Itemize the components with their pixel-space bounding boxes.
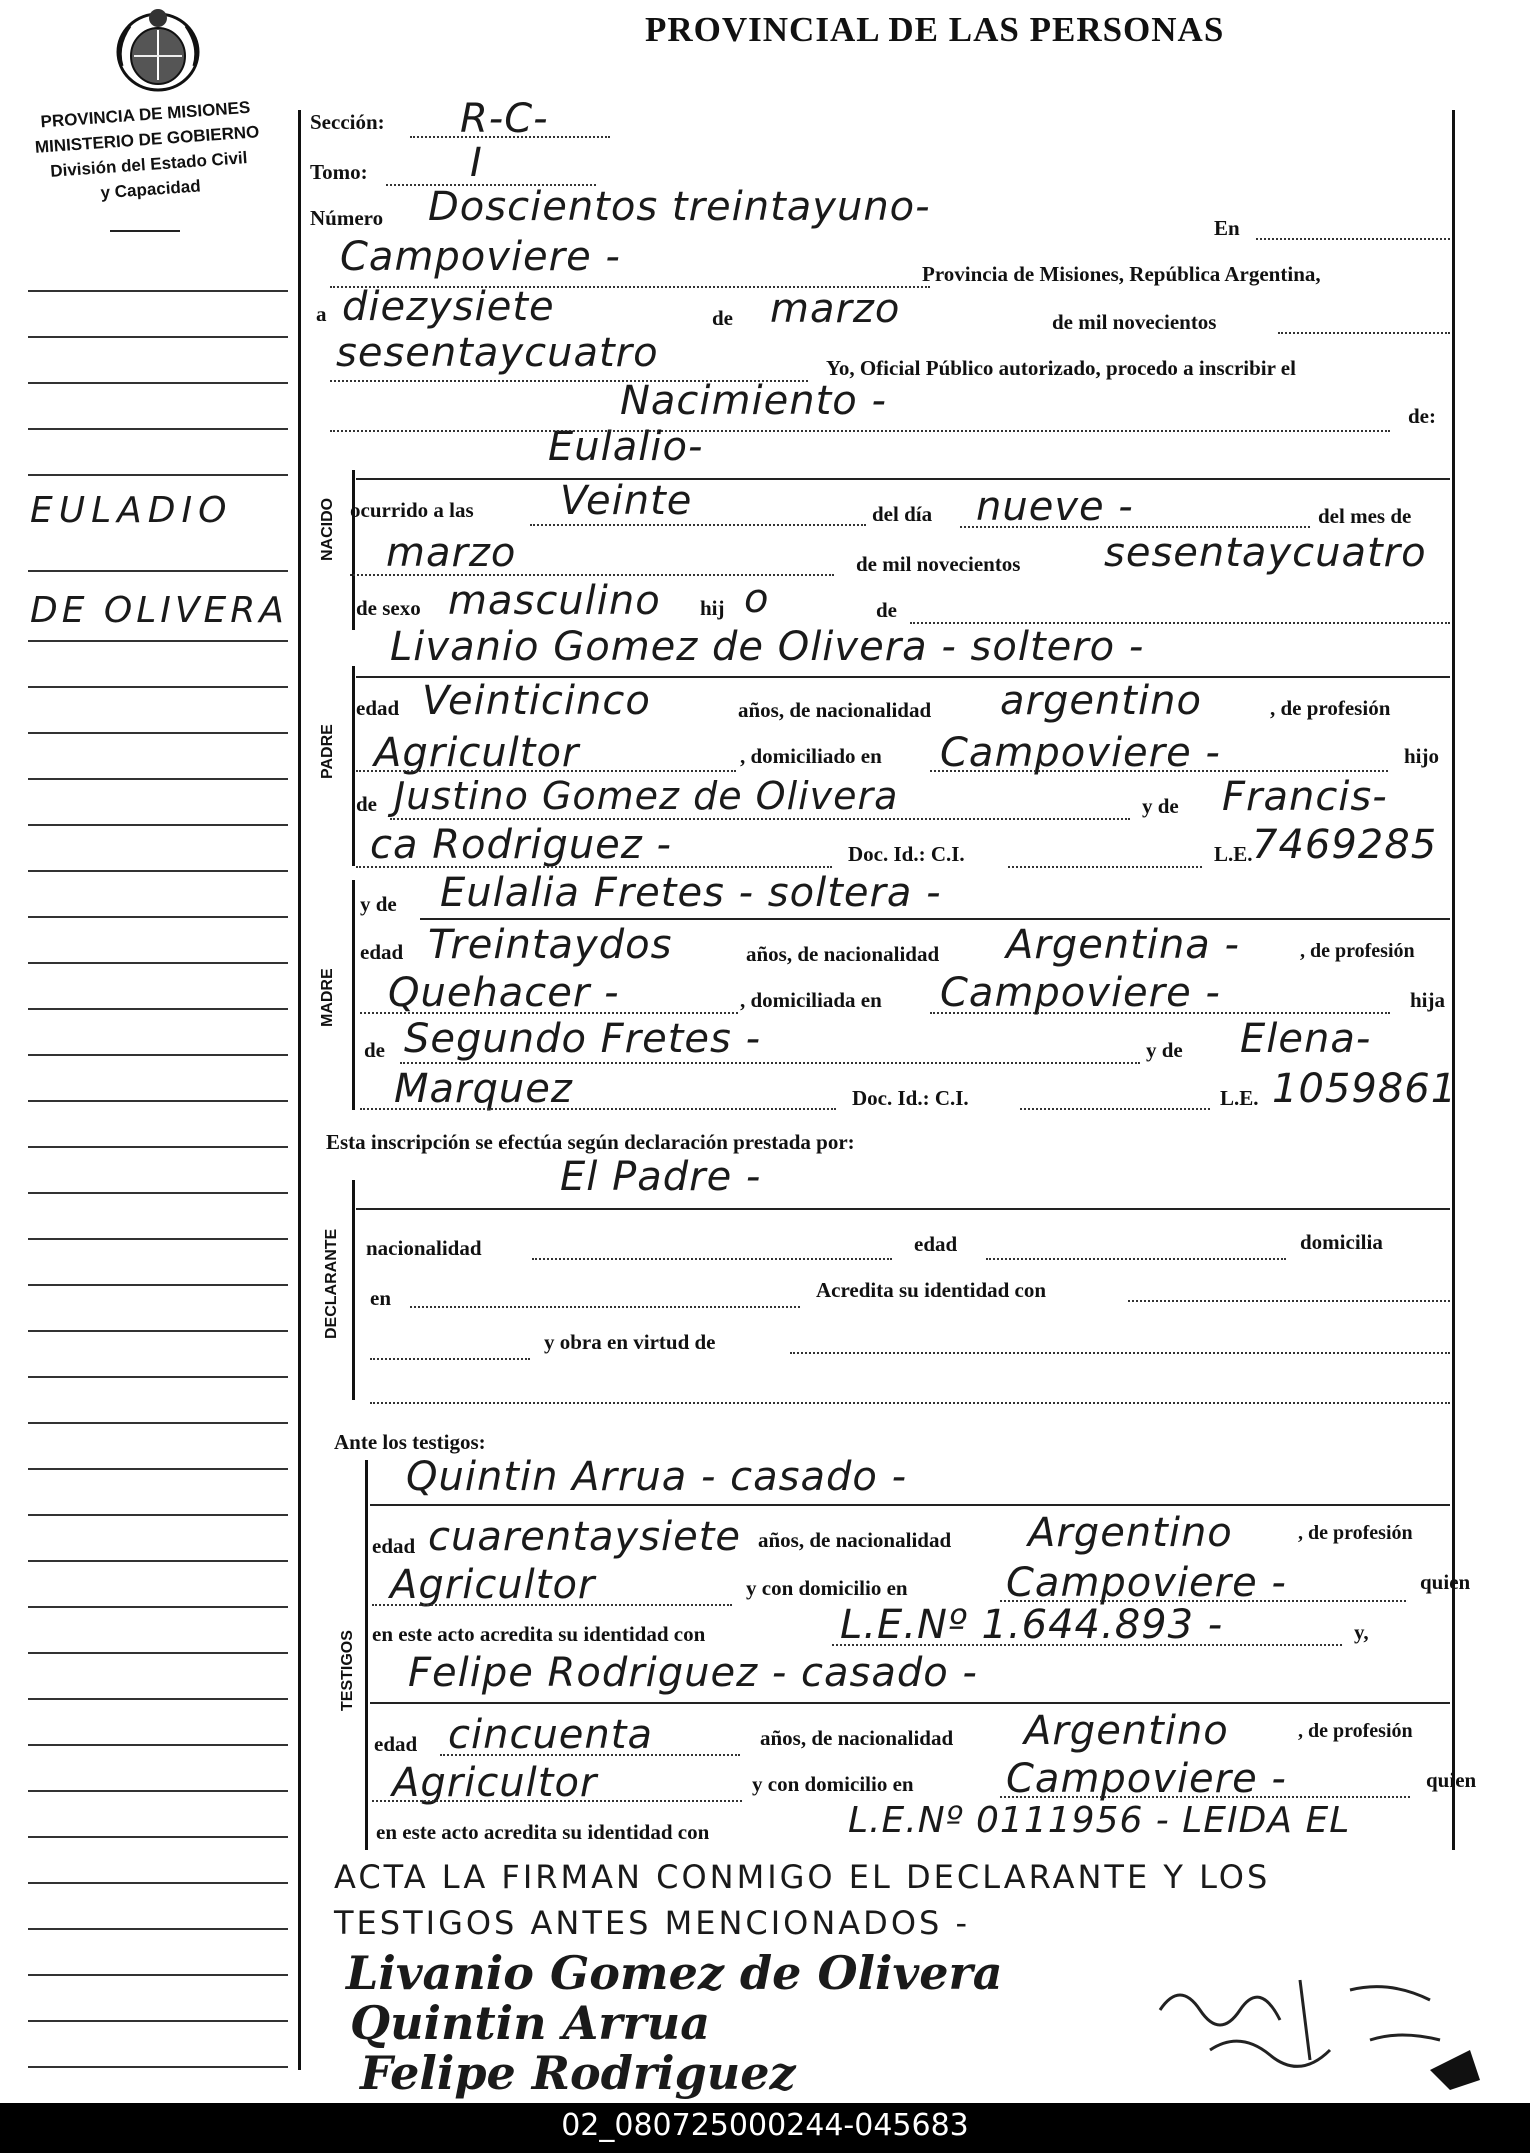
testigo2-edad-line — [440, 1754, 740, 1756]
madre-nombre-line — [420, 918, 1450, 920]
frame-left-line — [298, 110, 301, 2070]
madre-le-label: L.E. — [1220, 1086, 1259, 1110]
testigo1-dom-value: Campoviere - — [1006, 1560, 1287, 1606]
padre-hijo-label: hijo — [1404, 744, 1440, 768]
ministry-header — [15, 93, 281, 211]
en-line — [1256, 238, 1450, 240]
padre-dom-line — [930, 770, 1388, 772]
anio-value: sesentaycuatro — [336, 330, 659, 376]
testigo1-prof-value: Agricultor — [390, 1562, 596, 1608]
ministry-line-2: MINISTERIO DE GOBIERNO — [34, 122, 260, 157]
provincia-text: Provincia de Misiones, República Argentina, — [922, 262, 1321, 286]
padre-y-de-label: y de — [1142, 794, 1179, 818]
madre-hija-label: hija — [1410, 988, 1446, 1012]
en-label: En — [1214, 216, 1240, 240]
testigo1-quien-label: quien — [1420, 1570, 1471, 1594]
madre-padre-line — [400, 1062, 1140, 1064]
de-colon-label: de: — [1408, 404, 1436, 428]
testigo2-prof-line — [372, 1800, 742, 1802]
de-label: de — [712, 306, 733, 330]
hora-line — [530, 524, 866, 526]
testigo2-acredita-label: en este acto acredita su identidad con — [376, 1820, 710, 1844]
sexo-value: masculino — [448, 578, 661, 624]
testigo1-doc-value: L.E.Nº 1.644.893 - — [840, 1602, 1224, 1648]
padre-padre-line — [390, 818, 1130, 820]
ocurrido-label: ocurrido a las — [350, 498, 474, 522]
acto-value: Nacimiento - — [620, 378, 887, 424]
obra-line — [790, 1352, 1450, 1354]
sexo-label: de sexo — [356, 596, 421, 620]
testigo1-prof-line — [372, 1604, 732, 1606]
testigo1-nombre-line — [370, 1504, 1450, 1506]
en2-line — [410, 1306, 800, 1308]
testigo1-acredita-label: en este acto acredita su identidad con — [372, 1622, 706, 1646]
obra-label: y obra en virtud de — [544, 1330, 716, 1354]
ministry-underline — [110, 230, 180, 232]
signature-padre: Livanio Gomez de Olivera — [346, 1946, 1003, 2000]
madre-y-de2-label: y de — [1146, 1038, 1183, 1062]
padre-dom-value: Campoviere - — [940, 730, 1221, 776]
ministry-line-4: y Capacidad — [99, 176, 202, 203]
nombre-line — [356, 478, 1450, 480]
testigo1-con-domicilio-label: y con domicilio en — [746, 1576, 908, 1600]
madre-edad-value: Treintaydos — [428, 922, 673, 968]
madre-prof-value: Quehacer - — [388, 970, 620, 1016]
testigo2-prof-value: Agricultor — [392, 1760, 598, 1806]
padre-prof-line — [356, 770, 736, 772]
testigo2-profesion-label: , de profesión — [1298, 1720, 1413, 1742]
acto-line — [330, 430, 1390, 432]
madre-madre1-value: Elena- — [1240, 1016, 1372, 1062]
official-signature-scribble — [1150, 1950, 1490, 2100]
padre-edad-value: Veinticinco — [422, 678, 651, 724]
testigo2-dom-line — [1000, 1796, 1410, 1798]
declarante-value: El Padre - — [560, 1154, 762, 1200]
section-tag-testigos: TESTIGOS — [339, 1630, 356, 1711]
a-label: a — [316, 302, 327, 326]
acredita-label: Acredita su identidad con — [816, 1278, 1047, 1302]
en2-label: en — [370, 1286, 391, 1310]
page-title: PROVINCIAL DE LAS PERSONAS — [645, 10, 1225, 49]
ministry-line-3: División del Estado Civil — [49, 148, 249, 181]
madre-edad-label: edad — [360, 940, 404, 964]
hij-label: hij — [700, 596, 725, 620]
margin-note-surname: DE OLIVERA — [30, 590, 288, 631]
padre-domiciliado-label: , domiciliado en — [740, 744, 882, 768]
hij-de-label: de — [876, 598, 897, 622]
madre-nac-value: Argentina - — [1006, 922, 1240, 968]
padre-nombre-value: Livanio Gomez de Olivera - soltero - — [390, 624, 1145, 670]
testigo1-nac-value: Argentino — [1028, 1510, 1233, 1556]
testigo1-profesion-label: , de profesión — [1298, 1522, 1413, 1544]
section-line-padre — [352, 666, 355, 866]
mes-value: marzo — [770, 286, 901, 332]
padre-madre1-value: Francis- — [1222, 774, 1388, 820]
testigos-label: Ante los testigos: — [334, 1430, 486, 1454]
seccion-value: R-C- — [460, 96, 549, 142]
testigo1-edad-value: cuarentaysiete — [428, 1514, 741, 1560]
testigo2-con-domicilio-label: y con domicilio en — [752, 1772, 914, 1796]
mil-text: de mil novecientos — [1052, 310, 1217, 334]
testigo1-y-comma: y, — [1354, 1620, 1369, 1644]
tomo-label: Tomo: — [310, 160, 368, 184]
mes2-value: marzo — [386, 530, 517, 576]
padre-anios-nac-text: años, de nacionalidad — [738, 698, 932, 722]
document-id: 02_080725000244-045683 — [561, 2108, 969, 2143]
padre-edad-label: edad — [356, 696, 400, 720]
acredita-line — [1128, 1300, 1450, 1302]
testigo2-anios-nac-text: años, de nacionalidad — [760, 1726, 954, 1750]
padre-profesion-label: , de profesión — [1270, 696, 1391, 720]
section-tag-declarante: DECLARANTE — [323, 1228, 340, 1339]
seccion-label: Sección: — [310, 110, 385, 134]
section-line-nacido — [352, 470, 355, 630]
cierre-line-1: ACTA LA FIRMAN CONMIGO EL DECLARANTE Y LOS — [334, 1858, 1271, 1896]
madre-nombre-value: Eulalia Fretes - soltera - — [440, 870, 942, 916]
testigo1-edad-label: edad — [372, 1534, 416, 1558]
testigo2-nombre-value: Felipe Rodriguez - casado - — [408, 1650, 978, 1696]
testigo2-doc-value: L.E.Nº 0111956 - LEIDA EL — [848, 1800, 1351, 1841]
section-line-madre — [352, 880, 355, 1110]
edad2-line — [986, 1258, 1286, 1260]
section-line-testigos — [365, 1460, 368, 1850]
declarante-extra-line — [370, 1402, 1450, 1404]
madre-prof-line — [360, 1012, 738, 1014]
madre-y-de-label: y de — [360, 892, 397, 916]
padre-le-value: 7469285 — [1252, 822, 1438, 868]
signature-testigo2: Felipe Rodriguez — [360, 2046, 796, 2100]
madre-doc-line — [1020, 1108, 1210, 1110]
testigo2-edad-value: cincuenta — [448, 1712, 653, 1758]
declarante-line — [356, 1208, 1450, 1210]
padre-madre2-line — [356, 866, 832, 868]
dia2-value: nueve - — [976, 484, 1134, 530]
numero-value: Doscientos treintayuno- — [428, 184, 931, 230]
section-tag-padre: PADRE — [319, 724, 336, 779]
nacionalidad-line — [532, 1258, 892, 1260]
madre-doc-label: Doc. Id.: C.I. — [852, 1086, 969, 1110]
tomo-value: I — [470, 140, 483, 186]
padre-de-label: de — [356, 792, 377, 816]
padre-le-label: L.E. — [1214, 842, 1253, 866]
mil2-text: de mil novecientos — [856, 552, 1021, 576]
padre-doc-label: Doc. Id.: C.I. — [848, 842, 965, 866]
del-dia-label: del día — [872, 502, 933, 526]
oficial-text: Yo, Oficial Público autorizado, procedo a inscribir el — [826, 356, 1296, 380]
edad2-label: edad — [914, 1232, 958, 1256]
lugar-value: Campoviere - — [340, 234, 621, 280]
numero-label: Número — [310, 206, 384, 230]
madre-padre-value: Segundo Fretes - — [404, 1016, 762, 1062]
dia-value: diezysiete — [342, 284, 555, 330]
madre-dom-value: Campoviere - — [940, 970, 1221, 1016]
madre-profesion-label: , de profesión — [1300, 940, 1415, 962]
obra-pre-line — [370, 1358, 530, 1360]
section-tag-nacido: NACIDO — [319, 497, 336, 561]
ministry-line-1: PROVINCIA DE MISIONES — [39, 97, 251, 132]
nombre-value: Eulalio- — [548, 424, 704, 470]
padre-doc-line — [1008, 866, 1202, 868]
hora-value: Veinte — [560, 478, 693, 524]
madre-madre2-value: Marquez — [394, 1066, 573, 1112]
testigo2-quien-label: quien — [1426, 1768, 1477, 1792]
testigo2-dom-value: Campoviere - — [1006, 1756, 1287, 1802]
hij-value: o — [744, 576, 770, 622]
signature-testigo1: Quintin Arrua — [350, 1996, 711, 2050]
padre-prof-value: Agricultor — [374, 730, 580, 776]
padre-madre2-value: ca Rodriguez - — [370, 822, 672, 868]
testigo1-nombre-value: Quintin Arrua - casado - — [406, 1454, 908, 1500]
coat-of-arms-emblem — [112, 6, 204, 92]
nacionalidad-label: nacionalidad — [366, 1236, 482, 1260]
padre-padre-value: Justino Gomez de Olivera — [394, 774, 899, 818]
margin-note-name: EULADIO — [30, 490, 233, 531]
madre-le-value: 1059861 — [1272, 1066, 1458, 1112]
anio2-value: sesentaycuatro — [1104, 530, 1427, 576]
declaracion-text: Esta inscripción se efectúa según declaración prestada por: — [326, 1130, 855, 1154]
testigo1-anios-nac-text: años, de nacionalidad — [758, 1528, 952, 1552]
testigo2-nac-value: Argentino — [1024, 1708, 1229, 1754]
madre-domiciliada-label: , domiciliada en — [740, 988, 882, 1012]
dia2-line — [960, 526, 1310, 528]
del-mes-label: del mes de — [1318, 504, 1412, 528]
fecha-line — [1278, 332, 1450, 334]
domicilia-label: domicilia — [1300, 1230, 1383, 1254]
section-tag-madre: MADRE — [319, 968, 336, 1027]
madre-dom-line — [930, 1012, 1390, 1014]
testigo2-nombre-line — [370, 1702, 1450, 1704]
testigo1-doc-line — [832, 1644, 1342, 1646]
madre-de-label: de — [364, 1038, 385, 1062]
madre-anios-nac-text: años, de nacionalidad — [746, 942, 940, 966]
cierre-line-2: TESTIGOS ANTES MENCIONADOS - — [334, 1904, 971, 1942]
madre-madre2-line — [360, 1108, 836, 1110]
section-line-declarante — [352, 1180, 355, 1400]
testigo2-edad-label: edad — [374, 1732, 418, 1756]
padre-nac-value: argentino — [1000, 678, 1202, 724]
